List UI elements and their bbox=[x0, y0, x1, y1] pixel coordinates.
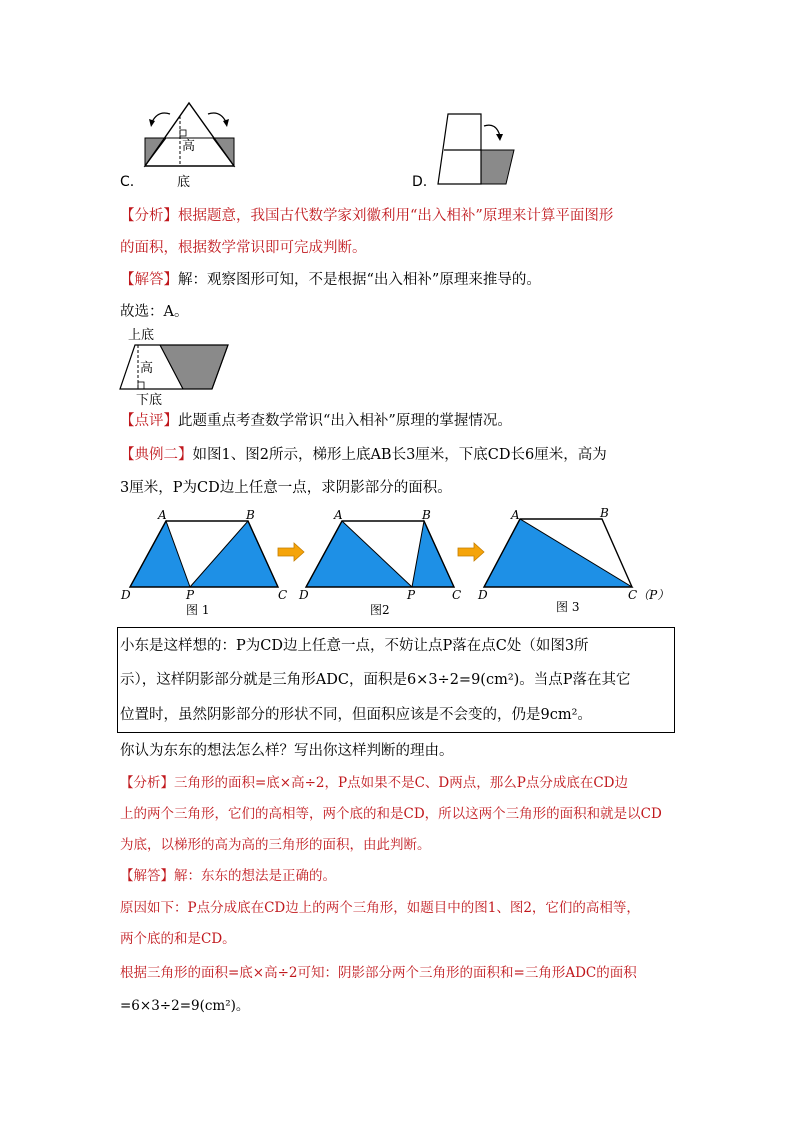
answer-1-tag: 【解答】 bbox=[120, 272, 178, 288]
trapezoid-top-label: 上底 bbox=[128, 328, 155, 343]
svg-text:P: P bbox=[186, 588, 195, 602]
analysis-2-line-3: 为底，以梯形的高为高的三角形的面积，由此判断。 bbox=[120, 837, 431, 853]
svg-text:P: P bbox=[407, 588, 416, 602]
trapezoid-height-label: 高 bbox=[140, 361, 154, 376]
answer-2-reason-1: 原因如下：P点分成底在CD边上的两个三角形，如题目中的图1、图2，它们的高相等， bbox=[120, 900, 640, 916]
analysis-1-line-2: 的面积，根据数学常识即可完成判断。 bbox=[120, 240, 367, 256]
answer-2-calc-1: 根据三角形的面积=底×高÷2可知：阴影部分两个三角形的面积和=三角形ADC的面积 bbox=[120, 965, 637, 981]
svg-text:A: A bbox=[158, 508, 167, 522]
example-2-tag: 【典例二】 bbox=[120, 447, 193, 463]
answer-2-line: 【解答】解：东东的想法是正确的。 bbox=[120, 868, 336, 884]
figure-3-caption: 图 3 bbox=[556, 600, 580, 614]
figure-1 bbox=[120, 508, 287, 617]
analysis-2-line-1: 【分析】三角形的面积=底×高÷2，P点如果不是C、D两点，那么P点分成底在CD边 bbox=[120, 775, 628, 791]
figure-1-caption: 图 1 bbox=[186, 603, 210, 617]
option-c-label: C. bbox=[120, 174, 135, 190]
answer-2-reason-2: 两个底的和是CD。 bbox=[120, 931, 236, 947]
trapezoid-figure bbox=[118, 324, 238, 406]
svg-text:B: B bbox=[422, 508, 431, 522]
figure-3 bbox=[477, 506, 669, 614]
example-2-line-1: 【典例二】如图1、图2所示，梯形上底AB长3厘米，下底CD长6厘米，高为 bbox=[120, 447, 607, 463]
svg-text:C（P）: C（P） bbox=[628, 588, 670, 602]
box-line-3: 位置时，虽然阴影部分的形状不同，但面积应该是不会变的，仍是9cm²。 bbox=[120, 707, 592, 723]
svg-text:C: C bbox=[278, 588, 288, 602]
svg-text:A: A bbox=[334, 508, 343, 522]
option-c-height-label: 高 bbox=[182, 139, 196, 154]
comment-line: 【点评】此题重点考查数学常识“出入相补”原理的掌握情况。 bbox=[120, 413, 512, 429]
svg-text:B: B bbox=[600, 506, 609, 520]
example-2-line-2: 3厘米，P为CD边上任意一点，求阴影部分的面积。 bbox=[120, 480, 452, 496]
analysis-2-tag: 【分析】 bbox=[120, 775, 174, 791]
box-line-1: 小东是这样想的：P为CD边上任意一点，不妨让点P落在点C处（如图3所 bbox=[120, 638, 589, 654]
trapezoid-bottom-label: 下底 bbox=[136, 393, 163, 406]
svg-text:D: D bbox=[478, 588, 488, 602]
analysis-2-line-2: 上的两个三角形，它们的高相等，两个底的和是CD，所以这两个三角形的面积和就是以CD bbox=[120, 806, 662, 822]
box-line-2: 示），这样阴影部分就是三角形ADC，面积是6×3÷2=9(cm²)。当点P落在其它 bbox=[120, 672, 631, 688]
answer-2-calc-2: =6×3÷2=9(cm²)。 bbox=[120, 998, 250, 1014]
option-c-base-label: 底 bbox=[177, 175, 191, 190]
svg-text:A: A bbox=[511, 508, 520, 522]
arrow-2-icon bbox=[458, 543, 484, 561]
svg-text:B: B bbox=[246, 508, 255, 522]
analysis-1-tag: 【分析】 bbox=[120, 208, 178, 224]
svg-text:D: D bbox=[121, 588, 131, 602]
figure-2-caption: 图2 bbox=[370, 603, 390, 617]
option-d-figure bbox=[434, 108, 534, 188]
svg-text:C: C bbox=[452, 588, 462, 602]
figures-row bbox=[118, 506, 698, 618]
answer-2-tag: 【解答】 bbox=[120, 868, 174, 884]
analysis-1-line-1: 【分析】根据题意，我国古代数学家刘徽利用“出入相补”原理来计算平面图形 bbox=[120, 208, 614, 224]
comment-tag: 【点评】 bbox=[120, 413, 178, 429]
figure-2 bbox=[298, 508, 461, 617]
question-line: 你认为东东的想法怎么样？写出你这样判断的理由。 bbox=[120, 743, 454, 759]
arrow-1-icon bbox=[278, 543, 304, 561]
svg-text:D: D bbox=[299, 588, 309, 602]
option-c-figure bbox=[140, 100, 240, 192]
option-d-label: D. bbox=[412, 174, 428, 190]
answer-1: 【解答】解：观察图形可知，不是根据“出入相补”原理来推导的。 bbox=[120, 272, 541, 288]
choice-line: 故选：A。 bbox=[120, 304, 189, 320]
